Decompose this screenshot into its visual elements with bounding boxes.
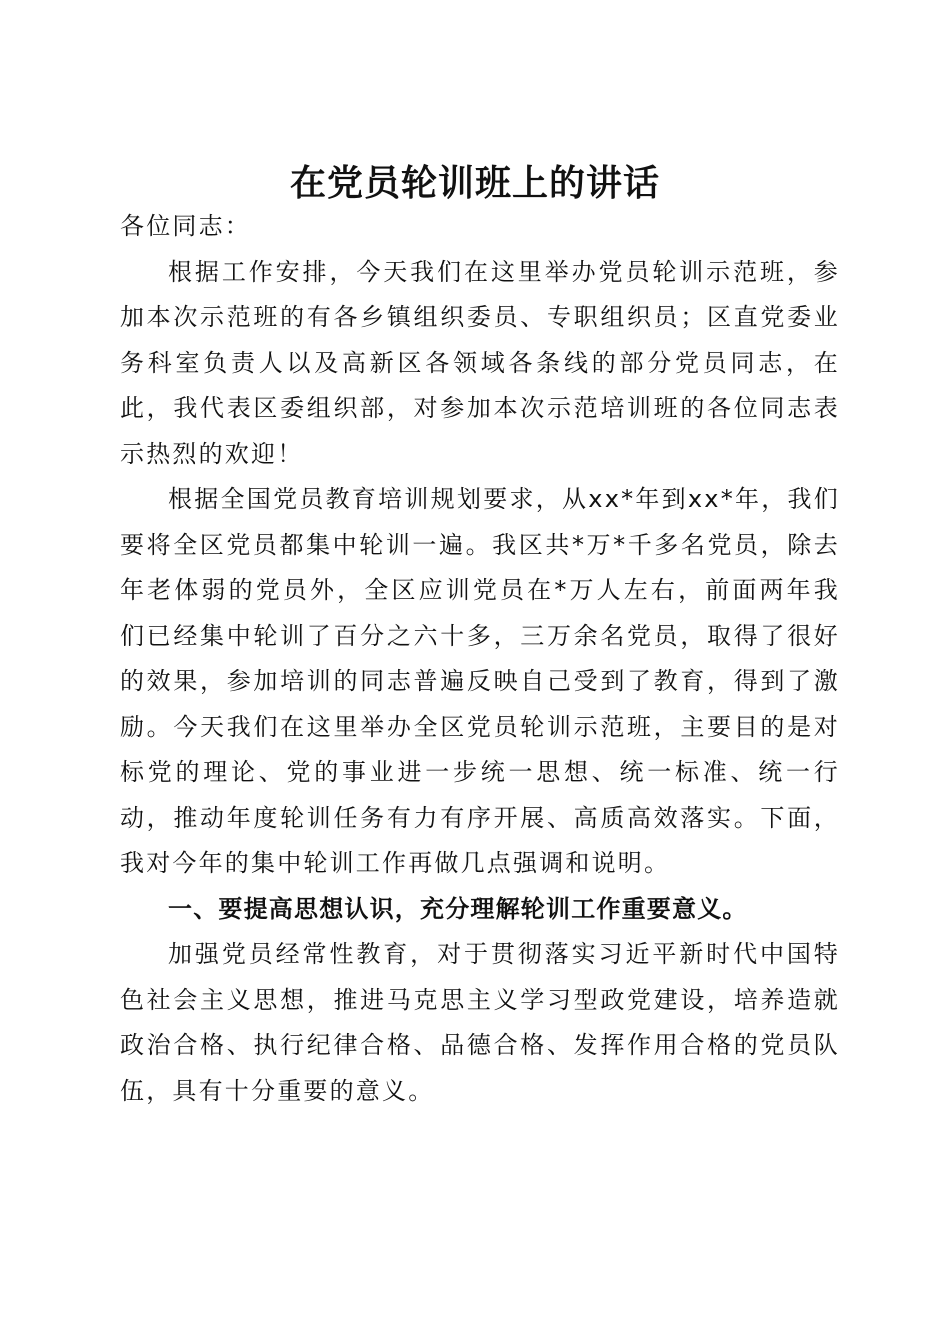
- section-heading: 一、要提高思想认识，充分理解轮训工作重要意义。: [168, 894, 748, 923]
- paragraph-significance: 加强党员经常性教育，对于贯彻落实习近平新时代中国特色社会主义思想，推进马克思主义学习型政党建设，培养造就政治合格、执行纪律合格、品德合格、发挥作用合格的党员队伍，具有十分重要的意义。: [120, 940, 840, 1105]
- document-title: 在党员轮训班上的讲话: [289, 162, 660, 205]
- paragraph-training-plan: 根据全国党员教育培训规划要求，从xx*年到xx*年，我们要将全区党员都集中轮训一遍。我区共*万*千多名党员，除去年老体弱的党员外，全区应训党员在*万人左右，前面两年我们已经集中轮训了百分之六十多，三万余名党员，取得了很好的效果，参加培训的同志普遍反映自己受到了教育，得到了激励。今天我们在这里举办全区党员轮训示范班，主要目的是对标党的理论、党的事业进一步统一思想、统一标准、统一行动，推动年度轮训任务有力有序开展、高质高效落实。下面，我对今年的集中轮训工作再做几点强调和说明。: [120, 485, 840, 877]
- document-body: [120, 204, 840, 1114]
- salutation: 各位同志：: [120, 212, 251, 240]
- paragraph-welcome: 根据工作安排，今天我们在这里举办党员轮训示范班，参加本次示范班的有各乡镇组织委员、专职组织员；区直党委业务科室负责人以及高新区各领域各条线的部分党员同志，在此，我代表区委组织部，对参加本次示范培训班的各位同志表示热烈的欢迎！: [120, 257, 840, 468]
